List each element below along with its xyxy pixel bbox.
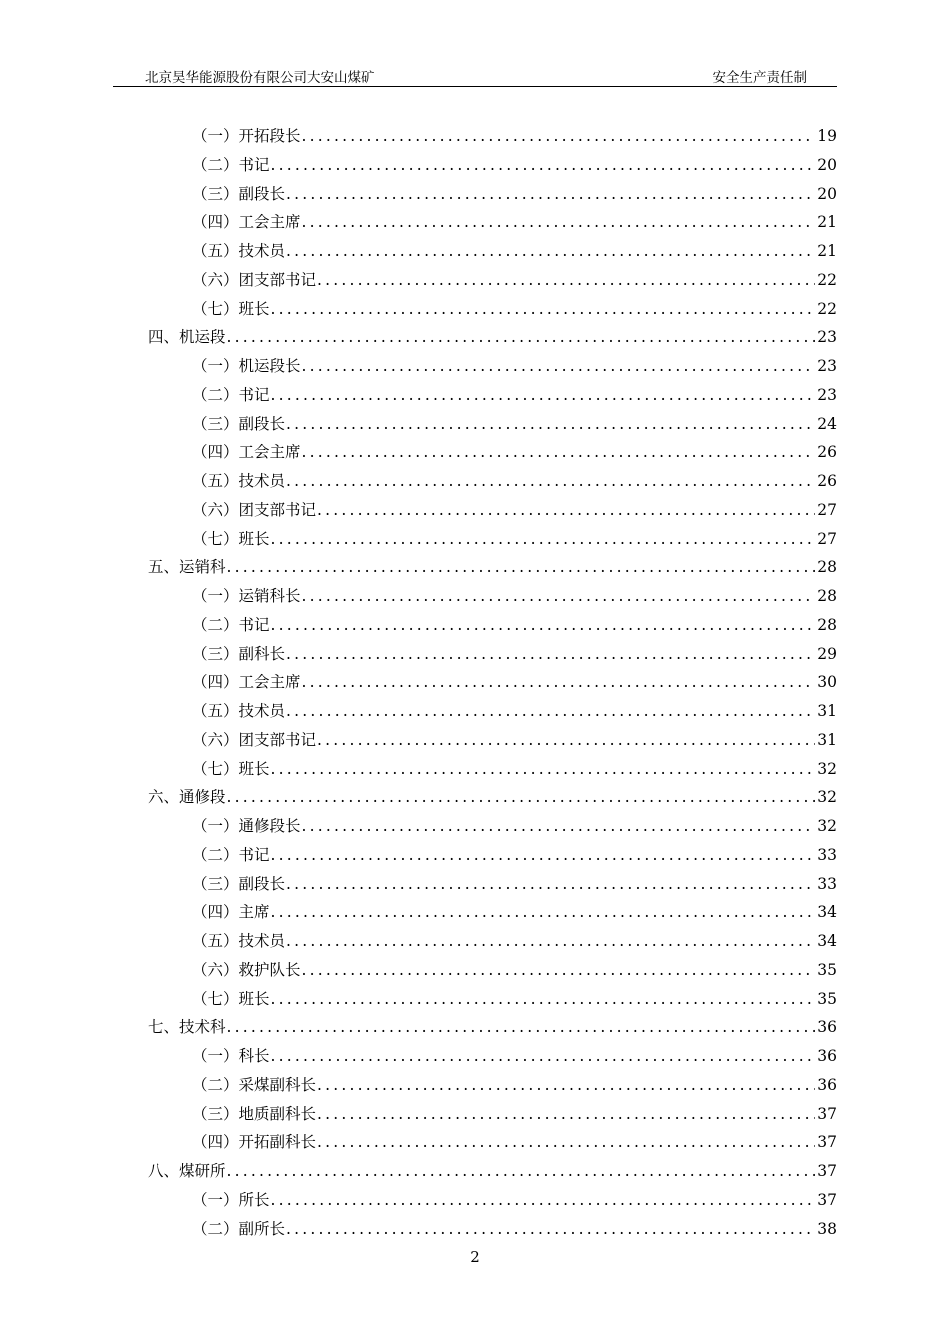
toc-entry-label: （五）技术员 bbox=[192, 242, 286, 260]
toc-leader-dots bbox=[285, 1215, 815, 1244]
toc-subsection-entry[interactable] bbox=[148, 697, 837, 726]
toc-leader-dots bbox=[285, 870, 815, 899]
toc-entry-page: 22 bbox=[817, 299, 837, 318]
header-document-title: 安全生产责任制 bbox=[712, 70, 807, 86]
toc-entry-page: 37 bbox=[817, 1133, 837, 1152]
toc-leader-dots bbox=[301, 956, 816, 985]
toc-entry-page: 26 bbox=[817, 472, 837, 490]
toc-leader-dots bbox=[270, 898, 816, 927]
toc-subsection-entry[interactable] bbox=[148, 582, 837, 611]
toc-entry-page: 34 bbox=[817, 903, 837, 922]
toc-leader-dots bbox=[285, 237, 815, 266]
toc-entry-label: （一）通修段长 bbox=[192, 817, 301, 835]
toc-entry-label: （二）书记 bbox=[192, 845, 270, 864]
toc-leader-dots bbox=[226, 553, 816, 582]
toc-leader-dots bbox=[270, 985, 816, 1014]
toc-subsection-entry[interactable] bbox=[148, 956, 837, 985]
toc-subsection-entry[interactable] bbox=[148, 352, 837, 381]
toc-entry-label: （七）班长 bbox=[192, 529, 270, 548]
toc-leader-dots bbox=[301, 352, 816, 381]
toc-subsection-entry[interactable] bbox=[148, 1186, 837, 1215]
toc-leader-dots bbox=[316, 1100, 815, 1129]
toc-leader-dots bbox=[301, 668, 816, 697]
toc-leader-dots bbox=[285, 640, 815, 669]
toc-entry-page: 22 bbox=[817, 270, 837, 289]
toc-entry-label: 六、通修段 bbox=[148, 788, 226, 807]
toc-entry-page: 35 bbox=[817, 960, 837, 979]
toc-entry-page: 33 bbox=[817, 845, 837, 864]
toc-entry-label: （三）地质副科长 bbox=[192, 1104, 317, 1123]
toc-leader-dots bbox=[226, 1157, 816, 1186]
toc-subsection-entry[interactable] bbox=[148, 668, 837, 697]
toc-leader-dots bbox=[316, 266, 815, 295]
toc-entry-label: （五）技术员 bbox=[192, 702, 286, 720]
toc-leader-dots bbox=[285, 697, 815, 726]
toc-entry-label: （二）书记 bbox=[192, 155, 270, 174]
toc-leader-dots bbox=[285, 410, 815, 439]
toc-section-entry[interactable] bbox=[148, 1013, 837, 1042]
toc-subsection-entry[interactable] bbox=[148, 237, 837, 266]
toc-entry-page: 23 bbox=[817, 357, 837, 375]
toc-entry-label: （二）书记 bbox=[192, 385, 270, 404]
toc-subsection-entry[interactable] bbox=[148, 1042, 837, 1071]
toc-leader-dots bbox=[316, 1071, 815, 1100]
toc-subsection-entry[interactable] bbox=[148, 295, 837, 324]
toc-leader-dots bbox=[316, 726, 815, 755]
toc-entry-page: 31 bbox=[817, 730, 837, 749]
toc-subsection-entry[interactable] bbox=[148, 410, 837, 439]
toc-entry-page: 21 bbox=[817, 213, 837, 232]
toc-entry-page: 23 bbox=[817, 328, 837, 347]
toc-entry-label: （五）技术员 bbox=[192, 472, 286, 490]
toc-subsection-entry[interactable] bbox=[148, 870, 837, 899]
toc-subsection-entry[interactable] bbox=[148, 812, 837, 841]
toc-entry-page: 28 bbox=[817, 615, 837, 634]
toc-entry-page: 34 bbox=[817, 932, 837, 950]
page-number: 2 bbox=[470, 1248, 480, 1266]
toc-subsection-entry[interactable] bbox=[148, 1128, 837, 1157]
toc-entry-label: （四）主席 bbox=[192, 903, 270, 922]
toc-leader-dots bbox=[270, 151, 816, 180]
page-header bbox=[113, 66, 837, 87]
toc-leader-dots bbox=[270, 755, 816, 784]
toc-subsection-entry[interactable] bbox=[148, 1100, 837, 1129]
toc-entry-label: （六）团支部书记 bbox=[192, 730, 317, 749]
toc-entry-label: 八、煤研所 bbox=[148, 1162, 226, 1180]
toc-entry-page: 31 bbox=[817, 702, 837, 720]
toc-subsection-entry[interactable] bbox=[148, 122, 837, 151]
toc-leader-dots bbox=[285, 467, 815, 496]
toc-entry-page: 32 bbox=[817, 759, 837, 778]
toc-entry-page: 29 bbox=[817, 644, 837, 663]
toc-subsection-entry[interactable] bbox=[148, 927, 837, 956]
toc-entry-page: 27 bbox=[817, 529, 837, 548]
toc-entry-page: 21 bbox=[817, 242, 837, 260]
toc-subsection-entry[interactable] bbox=[148, 180, 837, 209]
toc-entry-page: 36 bbox=[817, 1075, 837, 1094]
toc-leader-dots bbox=[285, 927, 815, 956]
toc-entry-page: 35 bbox=[817, 989, 837, 1008]
header-company-name: 北京昊华能源股份有限公司大安山煤矿 bbox=[145, 70, 375, 86]
toc-entry-page: 26 bbox=[817, 443, 837, 462]
toc-leader-dots bbox=[301, 438, 816, 467]
toc-leader-dots bbox=[301, 582, 816, 611]
toc-subsection-entry[interactable] bbox=[148, 438, 837, 467]
toc-subsection-entry[interactable] bbox=[148, 467, 837, 496]
toc-leader-dots bbox=[270, 381, 816, 410]
toc-subsection-entry[interactable] bbox=[148, 151, 837, 180]
toc-entry-page: 38 bbox=[817, 1219, 837, 1238]
toc-subsection-entry[interactable] bbox=[148, 1071, 837, 1100]
toc-entry-label: 五、运销科 bbox=[148, 558, 226, 577]
toc-entry-page: 19 bbox=[817, 127, 837, 145]
toc-subsection-entry[interactable] bbox=[148, 985, 837, 1014]
toc-leader-dots bbox=[270, 1042, 816, 1071]
toc-section-entry[interactable] bbox=[148, 1157, 837, 1186]
toc-section-entry[interactable] bbox=[148, 783, 837, 812]
toc-section-entry[interactable] bbox=[148, 323, 837, 352]
toc-entry-label: （七）班长 bbox=[192, 759, 270, 778]
toc-entry-label: （三）副科长 bbox=[192, 644, 286, 663]
toc-section-entry[interactable] bbox=[148, 553, 837, 582]
toc-entry-page: 28 bbox=[817, 587, 837, 605]
toc-entry-label: （二）书记 bbox=[192, 615, 270, 634]
toc-entry-label: （四）工会主席 bbox=[192, 213, 301, 232]
toc-subsection-entry[interactable] bbox=[148, 640, 837, 669]
toc-entry-label: （六）团支部书记 bbox=[192, 270, 317, 289]
toc-leader-dots bbox=[270, 1186, 816, 1215]
toc-leader-dots bbox=[270, 525, 816, 554]
toc-leader-dots bbox=[301, 122, 816, 151]
toc-entry-label: （四）工会主席 bbox=[192, 443, 301, 462]
toc-subsection-entry[interactable] bbox=[148, 266, 837, 295]
toc-subsection-entry[interactable] bbox=[148, 525, 837, 554]
toc-entry-label: 四、机运段 bbox=[148, 328, 226, 347]
toc-entry-label: 七、技术科 bbox=[148, 1018, 226, 1037]
toc-subsection-entry[interactable] bbox=[148, 496, 837, 525]
toc-entry-label: （一）机运段长 bbox=[192, 357, 301, 375]
toc-entry-label: （三）副段长 bbox=[192, 874, 286, 893]
toc-subsection-entry[interactable] bbox=[148, 208, 837, 237]
toc-entry-page: 30 bbox=[817, 673, 837, 692]
toc-entry-page: 20 bbox=[817, 184, 837, 203]
table-of-contents bbox=[148, 122, 837, 1243]
toc-entry-label: （一）科长 bbox=[192, 1047, 270, 1065]
toc-entry-label: （四）工会主席 bbox=[192, 673, 301, 692]
toc-leader-dots bbox=[285, 180, 815, 209]
toc-entry-label: （二）采煤副科长 bbox=[192, 1075, 317, 1094]
toc-subsection-entry[interactable] bbox=[148, 726, 837, 755]
toc-entry-page: 20 bbox=[817, 155, 837, 174]
toc-entry-page: 32 bbox=[817, 817, 837, 835]
toc-leader-dots bbox=[270, 295, 816, 324]
toc-leader-dots bbox=[270, 841, 816, 870]
toc-subsection-entry[interactable] bbox=[148, 841, 837, 870]
toc-leader-dots bbox=[226, 783, 816, 812]
toc-entry-label: （三）副段长 bbox=[192, 184, 286, 203]
toc-entry-page: 24 bbox=[817, 414, 837, 433]
toc-entry-page: 32 bbox=[817, 788, 837, 807]
toc-entry-label: （六）团支部书记 bbox=[192, 500, 317, 519]
toc-entry-label: （三）副段长 bbox=[192, 414, 286, 433]
toc-entry-label: （七）班长 bbox=[192, 989, 270, 1008]
toc-leader-dots bbox=[226, 1013, 816, 1042]
toc-entry-label: （六）救护队长 bbox=[192, 960, 301, 979]
toc-leader-dots bbox=[316, 1128, 815, 1157]
toc-entry-label: （五）技术员 bbox=[192, 932, 286, 950]
toc-entry-page: 36 bbox=[817, 1047, 837, 1065]
toc-subsection-entry[interactable] bbox=[148, 611, 837, 640]
toc-leader-dots bbox=[301, 812, 816, 841]
toc-leader-dots bbox=[301, 208, 816, 237]
toc-subsection-entry[interactable] bbox=[148, 381, 837, 410]
toc-subsection-entry[interactable] bbox=[148, 1215, 837, 1244]
toc-entry-page: 33 bbox=[817, 874, 837, 893]
toc-entry-page: 28 bbox=[817, 558, 837, 577]
toc-entry-page: 36 bbox=[817, 1018, 837, 1037]
toc-entry-page: 37 bbox=[817, 1190, 837, 1209]
toc-subsection-entry[interactable] bbox=[148, 898, 837, 927]
toc-leader-dots bbox=[226, 323, 816, 352]
toc-entry-page: 37 bbox=[817, 1162, 837, 1180]
toc-entry-page: 37 bbox=[817, 1104, 837, 1123]
toc-subsection-entry[interactable] bbox=[148, 755, 837, 784]
toc-entry-label: （二）副所长 bbox=[192, 1219, 286, 1238]
toc-entry-label: （七）班长 bbox=[192, 299, 270, 318]
toc-entry-page: 27 bbox=[817, 500, 837, 519]
toc-leader-dots bbox=[270, 611, 816, 640]
toc-leader-dots bbox=[316, 496, 815, 525]
toc-entry-page: 23 bbox=[817, 385, 837, 404]
toc-entry-label: （一）开拓段长 bbox=[192, 127, 301, 145]
toc-entry-label: （四）开拓副科长 bbox=[192, 1133, 317, 1152]
toc-entry-label: （一）所长 bbox=[192, 1190, 270, 1209]
toc-entry-label: （一）运销科长 bbox=[192, 587, 301, 605]
